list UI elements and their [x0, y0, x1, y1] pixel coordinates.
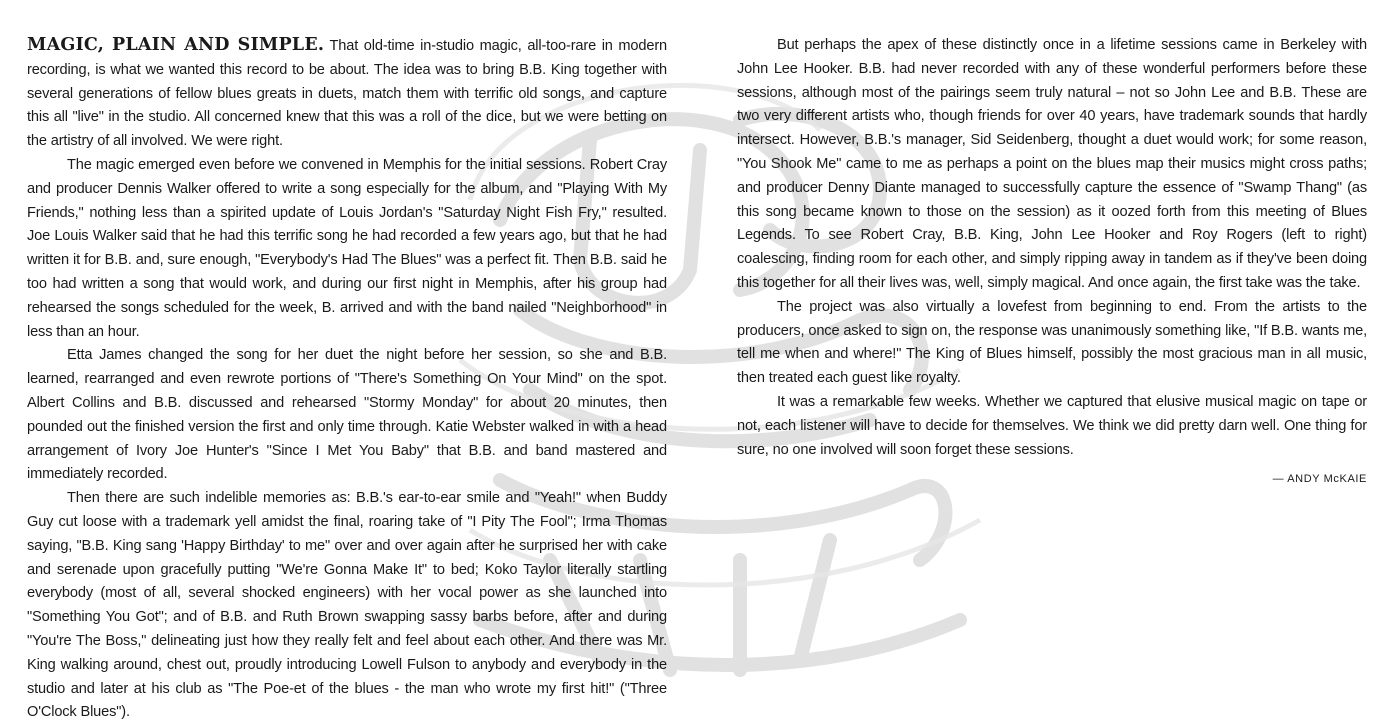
paragraph-2: The magic emerged even before we convened in Memphis for the initial sessions. Robert Cray and producer Dennis Walker offered to write a song especially for the album, and "Playing With My Friends," nothing less than a spirited update of Louis Jordan's "Saturday Night Fish Fry," resulted. Joe Louis Walker said that he had this terrific song he had recorded a few years ago, but that he had written it for B.B. and, sure enough, "Everybody's Had The Blues" was a perfect fit. Then B.B. said he too had written a song that would work, and during our first night in Memphis, after his group had rehearsed the songs scheduled for the week, B. arrived and with the band nailed "Neighborhood" in less than an hour.	[27, 156, 667, 340]
article-heading: MAGIC, PLAIN AND SIMPLE.	[27, 35, 325, 55]
paragraph-1-text: That old-time in-studio magic, all-too-rare in modern recording, is what we wanted this record to be about. The idea was to bring B.B. King together with several generations of fellow blues greats in duets, match them with terrific old songs, and capture this all "live" in the studio. All concerned knew that this was a roll of the dice, but we were betting on the artistry of all involved. We were right.	[27, 38, 668, 150]
paragraph-4: Then there are such indelible memories as: B.B.'s ear-to-ear smile and "Yeah!" when Buddy Guy cut loose with a trademark yell amidst the final, roaring take of "I Pity The Fool"; Irma Thomas saying, "B.B. King sang 'Happy Birthday' to me" over and over again after he surprised her with cake and serenade upon gracefully putting "We're Gonna Make It" to bed; Koko Taylor literally startling everybody (most of all, several shocked engineers) with her vocal power as she launched into "Something You Got"; and of B.B. and Ruth Brown swapping sassy barbs before, after and during "You're The Boss," delineating just how they really felt and feel about each other. And there was Mr. King walking around, chest out, proudly introducing Lowell Fulson to anybody and everybody in the studio and later at his club as "The Poe-et of the blues - the man who wrote my first hit!" ("Three O'Clock Blues").	[27, 490, 667, 721]
paragraph-5: But perhaps the apex of these distinctly once in a lifetime sessions came in Berkeley with John Lee Hooker. B.B. had never recorded with any of these wonderful performers before these sessions, although most of the pairings seem truly natural – not so John Lee and B.B. These are two very different artists who, though friends for over 40 years, have trademark sounds that hardly intersect. However, B.B.'s manager, Sid Seidenberg, thought a duet would work; for some reason, "You Shook Me" came to me as perhaps a point on the blues map their musics might cross paths; and producer Denny Diante managed to successfully capture the essence of "Swamp Thang" (as this song became known to those on the session) as it oozed forth from this meeting of Blues Legends. To see Robert Cray, B.B. King, John Lee Hooker and Roy Rogers (left to right) coalescing, finding room for each other, and simply ripping away in tandem as if they've been doing this together for all their lives was, well, simply magical. And once again, the first take was the take.	[737, 37, 1367, 291]
paragraph-7: It was a remarkable few weeks. Whether we captured that elusive musical magic on tape or not, each listener will have to decide for themselves. We think we did pretty darn well. One thing for sure, no one involved will soon forget these sessions.	[737, 393, 1367, 458]
paragraph-1	[27, 34, 667, 154]
left-column	[27, 34, 667, 725]
paragraph-3: Etta James changed the song for her duet the night before her session, so she and B.B. learned, rearranged and even rewrote portions of "There's Something On Your Mind" on the spot. Albert Collins and B.B. discussed and rehearsed "Stormy Monday" for about 20 minutes, then pounded out the finished version the first and only time through. Katie Webster walked in with a head arrangement of Ivory Joe Hunter's "Since I Met You Baby" that B.B. and band mastered and immediately recorded.	[27, 347, 667, 483]
right-column	[737, 34, 1367, 492]
paragraph-6: The project was also virtually a lovefest from beginning to end. From the artists to the producers, once asked to sign on, the response was unanimously something like, "If B.B. wants me, tell me when and where!" The King of Blues himself, possibly the most gracious man in all music, then treated each guest like royalty.	[737, 298, 1367, 387]
author-signature: — ANDY McKAIE	[1272, 473, 1367, 486]
